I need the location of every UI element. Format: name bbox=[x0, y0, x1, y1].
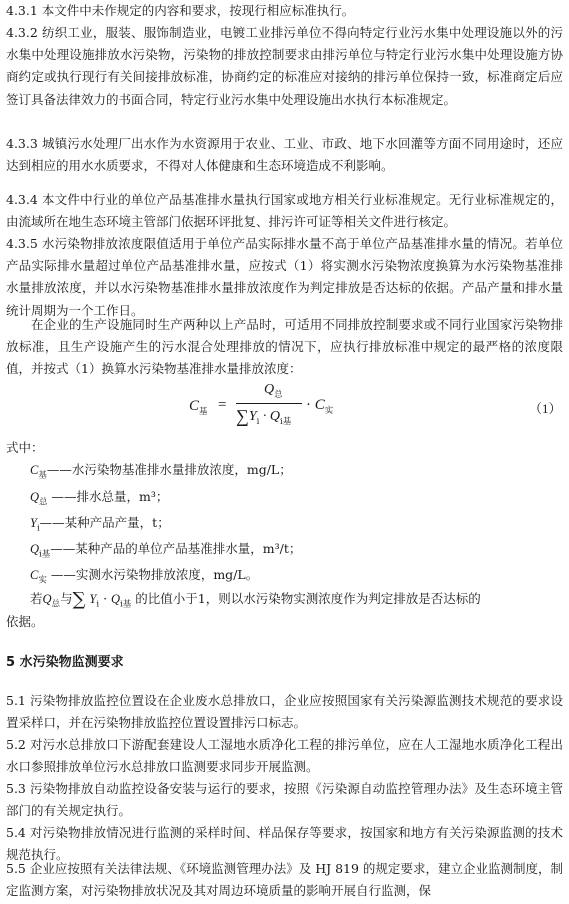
definition-q-total: $Q_总$ ——排水总量，m³； bbox=[30, 489, 169, 508]
where-label: 式中： bbox=[6, 440, 44, 455]
formula-numerator: $Q_总$ bbox=[264, 382, 283, 400]
clause-4-3-2: 4.3.2 纺织工业，服装、服饰制造业，电镀工业排污单位不得向特定行业污水集中处理设施以外的污水集中处理设施排放水污染物，污染物的排放控制要求由排污单位与特定行业污水集中处理设施方协商约定或执行现行有关间接排放标准，协商约定的标准应对接纳的排污单位保持一致，标准商定后应签订具备法律效力的书面合同，特定行业污水集中处理设施出水执行本标准规定。 bbox=[6, 25, 563, 107]
clause-4-3-4: 4.3.4 本文件中行业的单位产品基准排水量执行国家或地方相关行业标准规定。无行业标准规定的，由流域所在地生态环境主管部门依据环评批复、排污许可证等相关文件进行核定。 bbox=[6, 192, 563, 230]
clause-5-2: 5.2 对污水总排放口下游配套建设人工湿地水质净化工程的排污单位，应在人工湿地水质净化工程出水口参照排放单位污水总排放口监测要求同步开展监测。 bbox=[6, 737, 563, 775]
clause-5-5: 5.5 企业应按照有关法律法规、《环境监测管理办法》及 HJ 819 的规定要求，建立企业监测制度，制定监测方案，对污染物排放状况及其对周边环境质量的影响开展自行监测，保 bbox=[6, 861, 563, 899]
clause-4-3-5: 4.3.5 水污染物排放浓度限值适用于单位产品实际排水量不高于单位产品基准排水量的情况。若单位产品实际排水量超过单位产品基准排水量，应按式（1）将实测水污染物浓度换算为水污染物基准排水量排放浓度，并以水污染物基准排水量排放浓度作为判定排放是否达标的依据。产品产量和排水量统计周期为一个工作日。 bbox=[6, 236, 563, 318]
formula-lhs: $C_基$ bbox=[189, 398, 208, 417]
sum-sign: ∑ bbox=[72, 589, 86, 610]
formula-rhs: · $C_实$ bbox=[306, 397, 334, 416]
fraction-bar bbox=[236, 403, 302, 404]
clause-4-3-1: 4.3.1 本文件中未作规定的内容和要求，按现行相应标准执行。 bbox=[6, 3, 355, 18]
definition-c-base: $C_基——$水污染物基准排水量排放浓度，mg/L； bbox=[30, 462, 292, 481]
definition-q-i-base: $Q_{i基}——$某种产品的单位产品基准排水量，m³/t； bbox=[30, 541, 302, 560]
clause-5-4: 5.4 对污染物排放情况进行监测的采样时间、样品保存等要求，按国家和地方有关污染源监测的技术规范执行。 bbox=[6, 825, 563, 863]
definition-y-i: $Y_i——$某种产品产量，t； bbox=[30, 515, 170, 534]
formula-equals: = bbox=[218, 397, 227, 413]
formula-number: （1） bbox=[529, 401, 562, 416]
ratio-condition-tail: 依据。 bbox=[6, 614, 44, 629]
definition-c-measured: $C_实$ ——实测水污染物排放浓度，mg/L。 bbox=[30, 567, 259, 586]
formula-1 bbox=[0, 382, 569, 432]
ratio-condition-line: 若$Q_总$与∑ $Y_i \cdot Q_{i基}$ 的比值小于1，则以水污染物实测浓度作为判定排放是否达标的 bbox=[30, 589, 481, 610]
clause-4-3-3: 4.3.3 城镇污水处理厂出水作为水资源用于农业、工业、市政、地下水回灌等方面不同用途时，还应达到相应的用水水质要求，不得对人体健康和生态环境造成不利影响。 bbox=[6, 136, 563, 174]
clause-5-1: 5.1 污染物排放监控位置设在企业废水总排放口，企业应按照国家有关污染源监测技术规范的要求设置采样口，并在污染物排放监控位置设置排污口标志。 bbox=[6, 693, 563, 731]
section-5-heading: 5 水污染物监测要求 bbox=[6, 655, 124, 670]
formula-denominator: $\sum Y_i \cdot Q_{i基}$ bbox=[236, 406, 292, 427]
clause-4-3-5-continued: 在企业的生产设施同时生产两种以上产品时，可适用不同排放控制要求或不同行业国家污染物排放标准，且生产设施产生的污水混合处理排放的情况下，应执行排放标准中规定的最严格的浓度限值，并按式（1）换算水污染物基准排水量排放浓度： bbox=[6, 317, 563, 377]
clause-5-3: 5.3 污染物排放自动监控设备安装与运行的要求，按照《污染源自动监控管理办法》及生态环境主管部门的有关规定执行。 bbox=[6, 781, 563, 819]
